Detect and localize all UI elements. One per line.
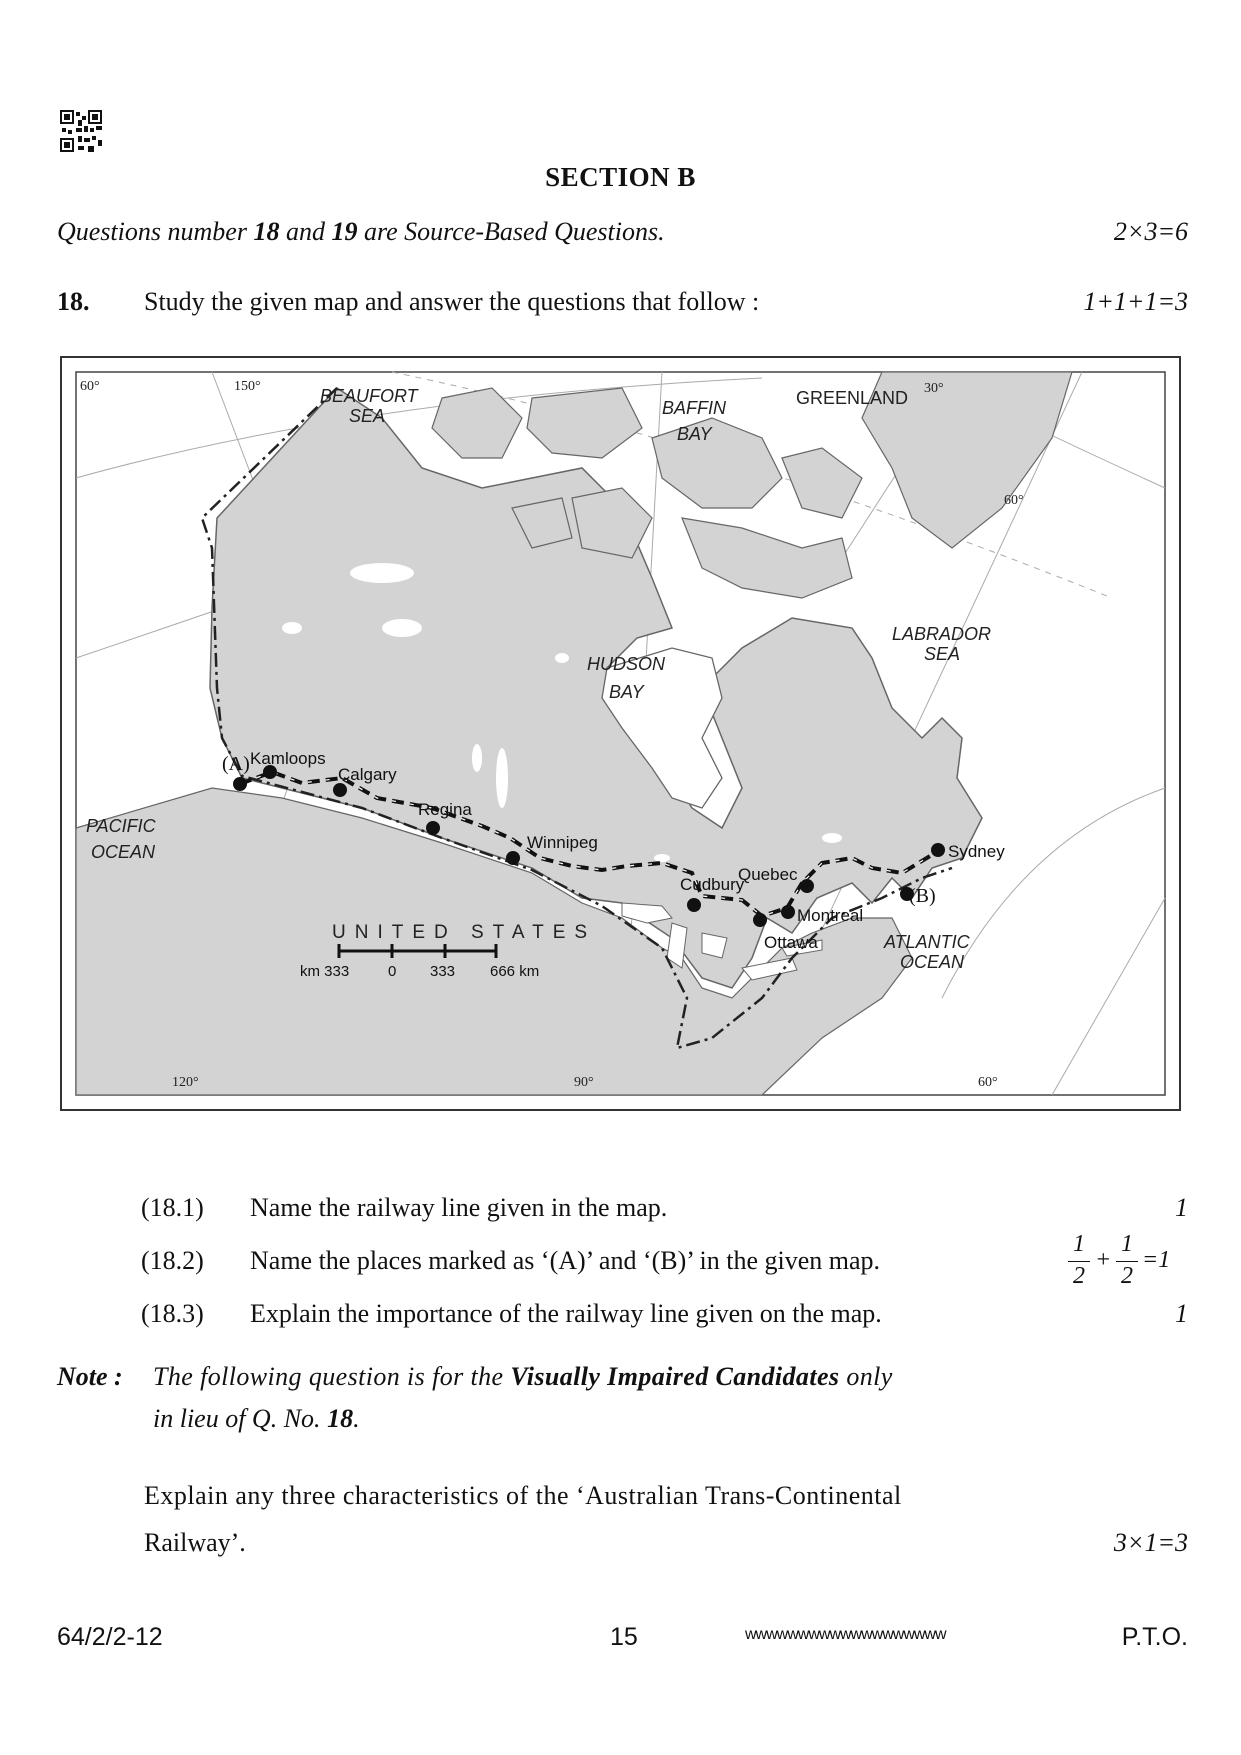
marker-a-label: (A) [222,753,250,775]
note-line-1-pre: The following question is for the [153,1362,511,1391]
city-dot-montreal [781,905,795,919]
note-line-1 [153,1362,893,1392]
degree-90: 90° [574,1075,594,1090]
city-label-montreal: Montreal [797,906,864,925]
subq-2-text: Name the places marked as ‘(A)’ and ‘(B)’ in the given map. [250,1246,881,1275]
degree-30: 30° [924,381,944,396]
vi-question-line-1: Explain any three characteristics of the ‘Australian Trans-Continental [144,1481,902,1510]
note-line-1-bold: Visually Impaired Candidates [510,1362,840,1391]
city-dot-cudbury [687,898,701,912]
intro-mid: and [279,217,332,246]
subq-3-number: (18.3) [141,1299,204,1328]
subq-2-marks-tail: =1 [1142,1247,1171,1273]
city-dot-calgary [333,783,347,797]
section-title: SECTION B [545,162,696,192]
pacific-ocean-label-1: PACIFIC [86,816,156,836]
subq-1-number: (18.1) [141,1193,204,1222]
city-dot-quebec [800,879,814,893]
city-dot-sydney [931,843,945,857]
baffin-bay-label-2: BAY [677,424,712,444]
city-label-sydney: Sydney [948,842,1005,861]
subq-3-text: Explain the importance of the railway line given on the map. [250,1299,882,1328]
degree-150: 150° [234,379,261,394]
note-line-1-post: only [839,1362,893,1391]
vi-question-line-2: Railway’. [144,1528,246,1557]
beaufort-sea-label-1: BEAUFORT [320,386,418,406]
labrador-sea-label-1: LABRADOR [892,624,992,644]
labrador-sea-label-2: SEA [924,644,961,664]
frac-den-2: 2 [1121,1263,1133,1289]
atlantic-ocean-label-2: OCEAN [900,952,965,972]
footer-paper-code: 64/2/2-12 [57,1623,163,1651]
map-svg [62,358,1179,1109]
marker-b-label: (B) [909,885,936,907]
subq-2-number: (18.2) [141,1246,204,1275]
atlantic-ocean-label-1: ATLANTIC [884,932,970,952]
city-label-kamloops: Kamloops [250,749,326,768]
city-dot-ottawa [753,913,767,927]
question-text: Study the given map and answer the questions that follow : [144,287,760,316]
degree-60-top-left: 60° [80,379,100,394]
city-dot-a [233,777,247,791]
city-dot-regina [426,821,440,835]
subq-1-text: Name the railway line given in the map. [250,1193,668,1222]
frac-plus: + [1095,1247,1112,1273]
frac-den-1: 2 [1073,1263,1085,1289]
hudson-bay-label-1: HUDSON [587,654,666,674]
city-dot-winnipeg [506,851,520,865]
intro-post: are Source-Based Questions. [357,217,665,246]
degree-60-bottom: 60° [978,1075,998,1090]
united-states-label: UNITED STATES [332,922,597,943]
note-line-2-pre: in lieu of Q. No. [153,1404,328,1433]
city-label-calgary: Calgary [338,765,397,784]
scale-km333: km 333 [300,963,350,980]
degree-60-right: 60° [1004,493,1024,508]
city-label-regina: Regina [418,800,472,819]
intro-marks: 2×3=6 [1113,217,1188,246]
degree-120: 120° [172,1075,199,1090]
city-label-cudbury: Cudbury [680,875,745,894]
greenland-label: GREENLAND [796,388,909,408]
subq-1-marks: 1 [1175,1193,1188,1222]
frac-num-1: 1 [1073,1231,1085,1257]
intro-q2: 19 [331,217,358,246]
section-intro [57,217,665,247]
note-line-2-post: . [353,1404,360,1433]
question-number: 18. [57,287,90,316]
note-line-2-bold: 18 [327,1404,354,1433]
scale-333: 333 [430,963,456,980]
hudson-bay-label-2: BAY [609,682,644,702]
frac-num-2: 1 [1121,1231,1133,1257]
subq-3-marks: 1 [1175,1299,1188,1328]
scale-666: 666 km [490,963,540,980]
scale-zero: 0 [388,963,397,980]
baffin-bay-label-1: BAFFIN [662,398,727,418]
vi-question-marks: 3×1=3 [1113,1528,1188,1557]
intro-pre: Questions number [57,217,254,246]
footer-squiggle: wwwwwwwwwwwwwwwwwww [745,1626,946,1643]
city-label-quebec: Quebec [738,865,798,884]
question-marks: 1+1+1=3 [1083,287,1188,316]
intro-q1: 18 [253,217,280,246]
pacific-ocean-label-2: OCEAN [91,842,156,862]
note-label: Note : [57,1362,123,1391]
note-line-2 [153,1404,360,1434]
city-label-winnipeg: Winnipeg [527,833,598,852]
canada-railway-map [60,356,1181,1111]
subq-2-marks-fraction [1068,1231,1192,1293]
qr-code-icon [60,110,102,152]
beaufort-sea-label-2: SEA [349,406,386,426]
footer-page-number: 15 [610,1623,638,1651]
footer-pto: P.T.O. [1121,1623,1188,1651]
city-label-ottawa: Ottawa [764,933,818,952]
